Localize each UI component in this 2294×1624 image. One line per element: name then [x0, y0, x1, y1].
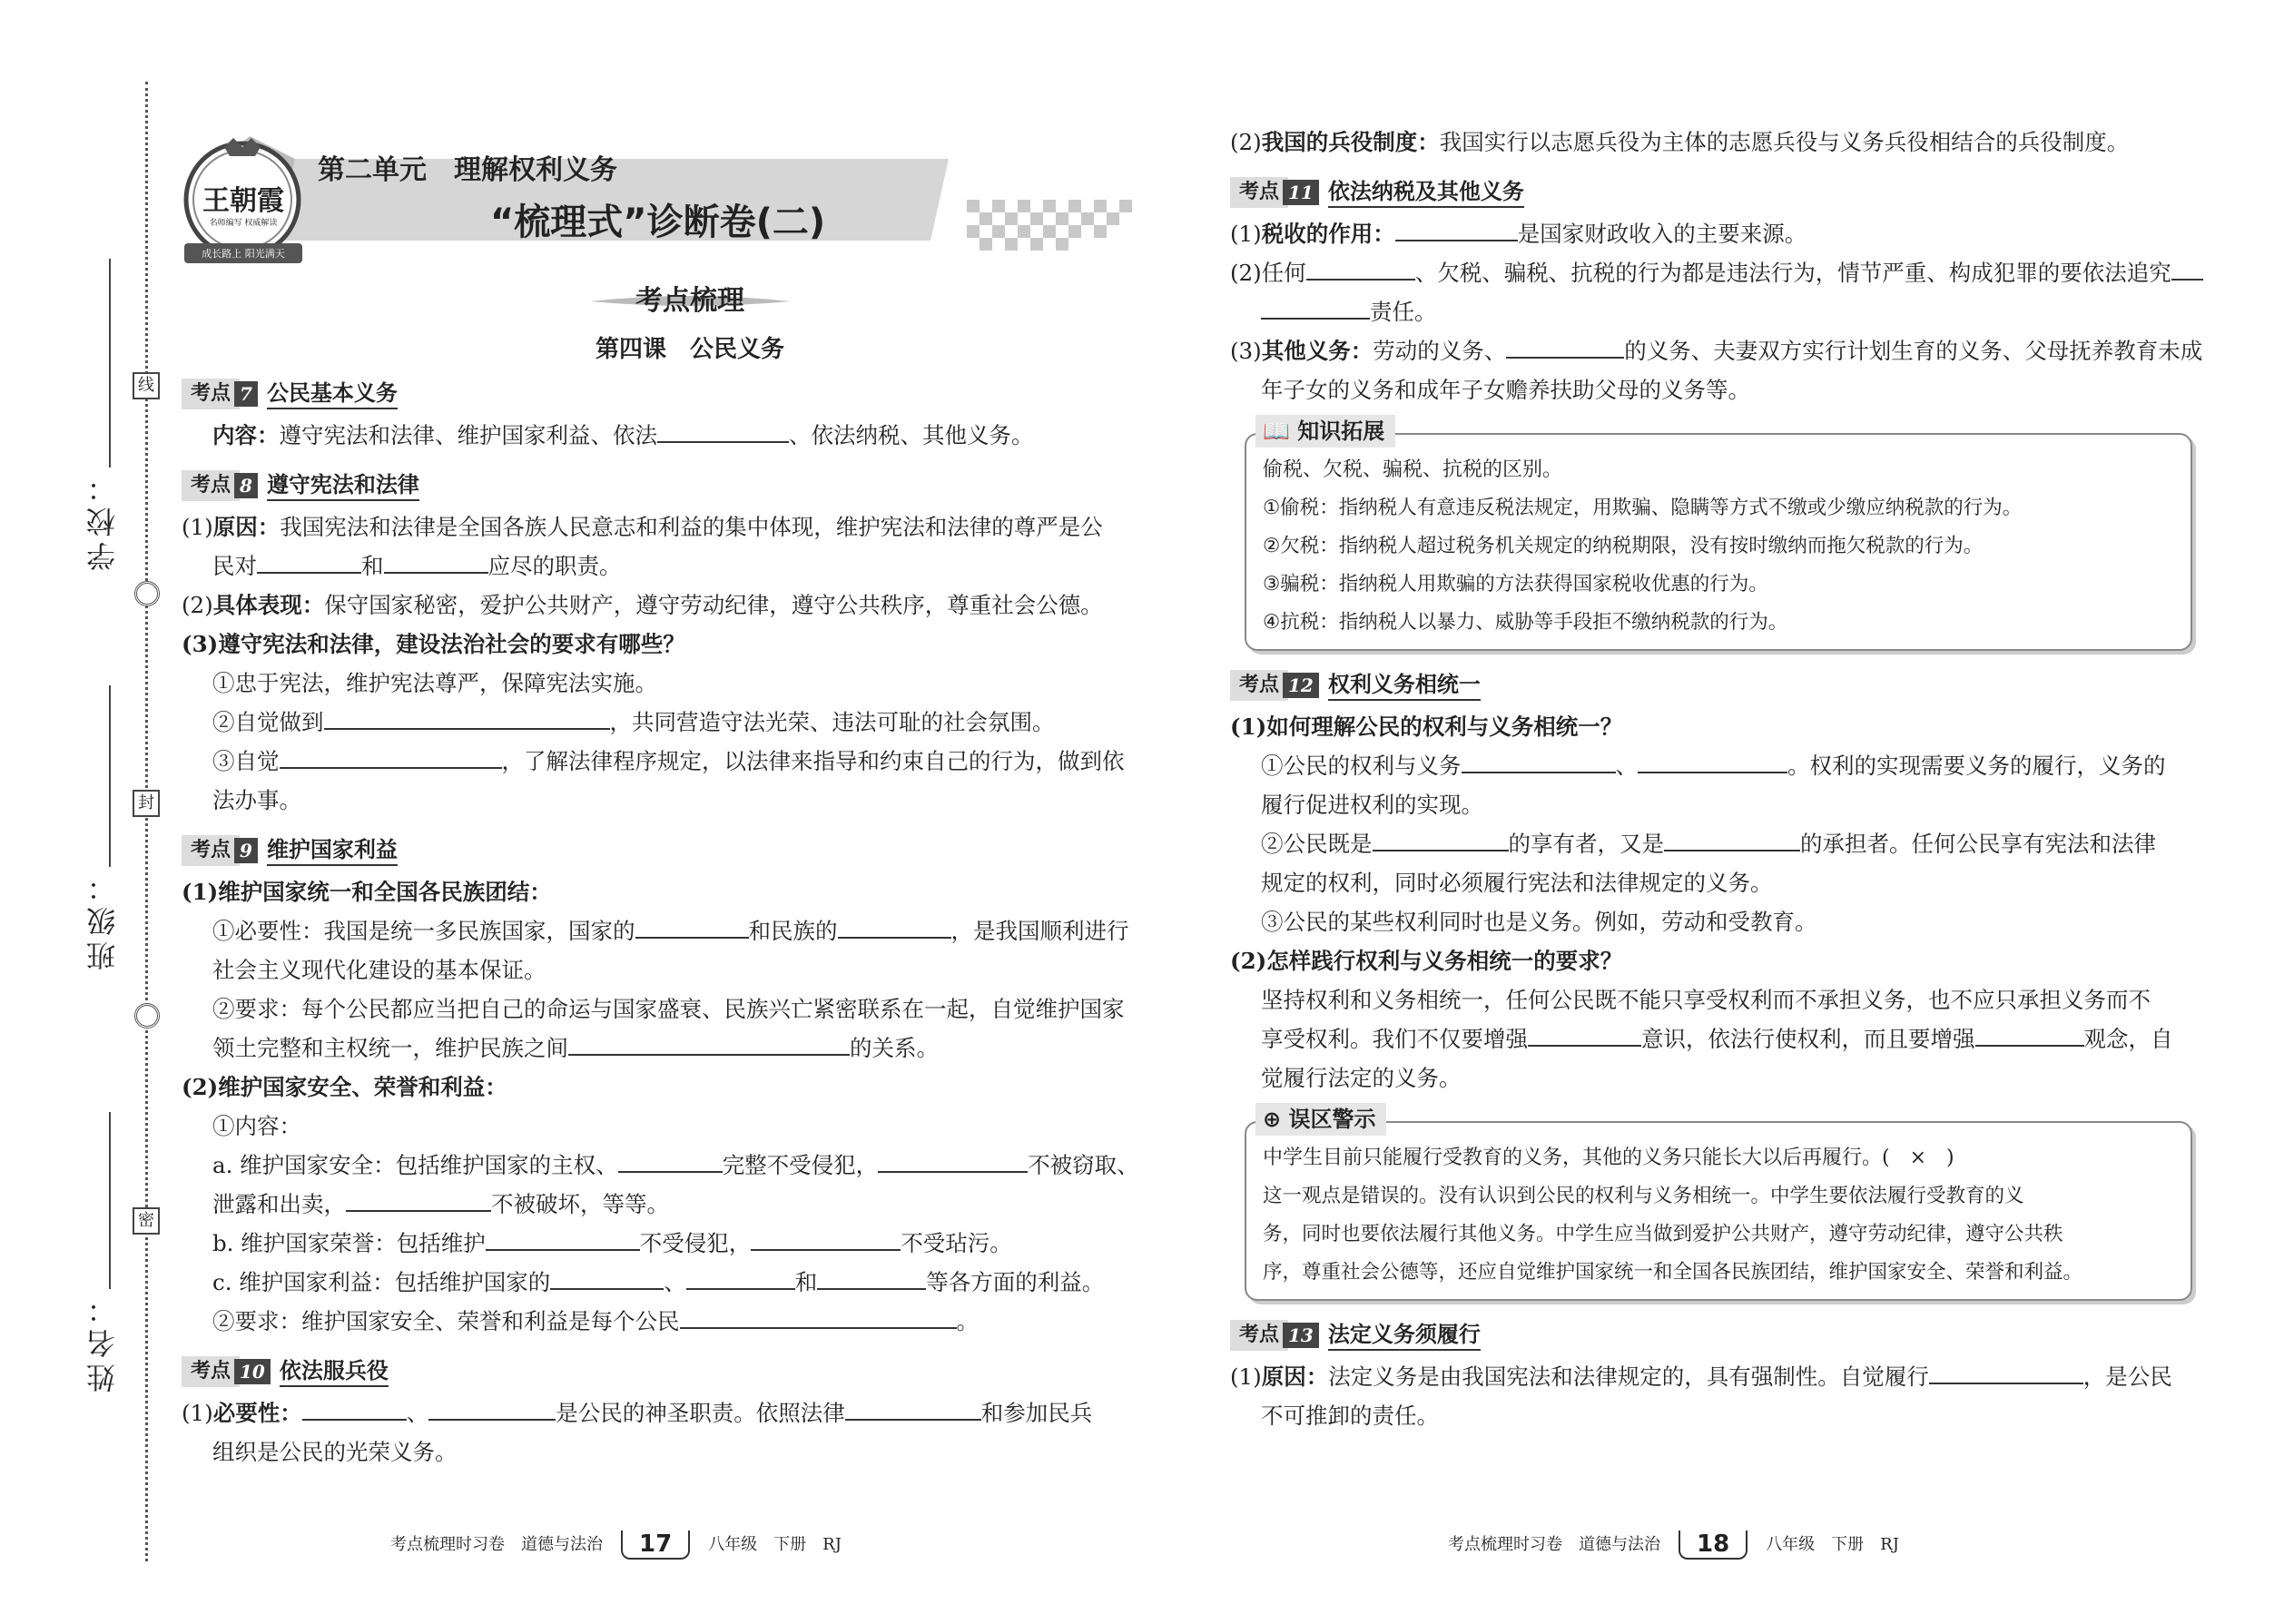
kaodian-7-heading	[182, 376, 1167, 412]
kaodian-number: 11	[1283, 180, 1319, 205]
footer-series: 考点梳理时习卷 道德与法治	[390, 1535, 603, 1554]
k12-item-2-cont: 规定的权利，同时必须履行宪法和法律规定的义务。	[1261, 870, 1773, 896]
kaodian-13-heading	[1230, 1317, 2220, 1353]
footer-series: 考点梳理时习卷 道德与法治	[1448, 1535, 1660, 1554]
k9-content-label: ①内容：	[212, 1113, 301, 1139]
name-line	[109, 1112, 111, 1289]
box1-item-2: ②欠税：指纳税人超过税务机关规定的纳税期限，没有按时缴纳而拖欠税款的行为。	[1263, 535, 1984, 557]
kaodian-title: 遵守宪法和法律	[267, 470, 419, 501]
kaodian-9-heading	[182, 832, 1167, 869]
fill-blank[interactable]	[280, 747, 502, 769]
kaodian-title: 权利义务相统一	[1328, 670, 1481, 701]
k9-requirement-cont: 领土完整和主权统一，维护民族之间 的关系。	[212, 1035, 939, 1061]
left-column	[182, 370, 1167, 1471]
kaodian-title: 法定义务须履行	[1328, 1320, 1481, 1351]
kaodian-number: 7	[234, 381, 258, 407]
box1-intro: 偷税、欠税、骗税、抗税的区别。	[1263, 458, 1563, 481]
cut-line	[145, 82, 148, 1561]
fill-blank[interactable]	[1638, 752, 1787, 773]
k8-item-2: ②自觉做到 ，共同营造守法光荣、违法可耻的社会氛围。	[212, 709, 1055, 735]
fill-blank[interactable]	[817, 1268, 926, 1290]
kaodian-11-heading	[1230, 174, 2220, 211]
k12-answer-cont: 享受权利。我们不仅要增强 意识，依法行使权利，而且要增强 观念，自	[1261, 1026, 2173, 1052]
k13-reason: (1)原因：法定义务是由我国宪法和法律规定的，具有强制性。自觉履行 ，是公民	[1230, 1363, 2172, 1390]
fill-blank[interactable]	[1929, 1363, 2083, 1384]
k9-honor: b. 维护国家荣誉：包括维护 不受侵犯， 不受玷污。	[212, 1230, 1012, 1256]
kaodian-tag: 考点	[1230, 670, 1288, 701]
misconception-title: ⊕ 误区警示	[1255, 1103, 1386, 1136]
fill-blank[interactable]	[1975, 1025, 2084, 1047]
school-line	[109, 259, 111, 468]
k12-item-2: ②公民既是 的享有者，又是 的承担者。任何公民享有宪法和法律	[1261, 831, 2156, 857]
logo-badge	[177, 136, 309, 268]
fill-blank[interactable]	[845, 1399, 981, 1421]
box1-item-1: ①偷税：指纳税人有意违反税法规定，用欺骗、隐瞒等方式不缴或少缴应纳税款的行为。	[1263, 497, 2023, 519]
fill-blank[interactable]	[878, 1151, 1028, 1173]
k11-tax-role: (1)税收的作用： 是国家财政收入的主要来源。	[1230, 221, 1807, 247]
k9-heading-2: (2)维护国家安全、荣誉和利益：	[182, 1074, 507, 1100]
k8-question: (3)遵守宪法和法律，建设法治社会的要求有哪些？	[182, 631, 685, 657]
page-number: 17	[621, 1530, 690, 1560]
footer-grade: 八年级 下册 RJ	[708, 1535, 842, 1554]
fill-blank[interactable]	[1306, 259, 1415, 281]
kaodian-10-heading	[182, 1353, 1167, 1390]
logo-text: 王朝霞	[202, 185, 284, 217]
kaodian-title: 依法服兵役	[280, 1356, 389, 1387]
military-system: (2)我国的兵役制度：我国实行以志愿兵役为主体的志愿兵役与义务兵役相结合的兵役制度。	[1230, 129, 2130, 155]
unit-title: 第二单元 理解权利义务	[318, 154, 617, 186]
k12-item-3: ③公民的某些权利同时也是义务。例如，劳动和受教育。	[1261, 909, 1817, 935]
k9-heading-1: (1)维护国家统一和全国各民族团结：	[182, 879, 552, 905]
name-label: 姓名：	[85, 1289, 120, 1393]
paper-title: “梳理式”诊断卷(二)	[490, 202, 826, 243]
box2-explain-1: 这一观点是错误的。没有认识到公民的权利与义务相统一。中学生要依法履行受教育的义	[1263, 1185, 2024, 1207]
page-number: 18	[1679, 1530, 1748, 1560]
footer-grade: 八年级 下册 RJ	[1766, 1535, 1899, 1554]
fill-blank[interactable]	[550, 1268, 664, 1290]
footer-right	[1448, 1530, 1899, 1560]
k12-question-2: (2)怎样践行权利与义务相统一的要求？	[1230, 948, 1623, 974]
kaodian-tag: 考点	[182, 470, 240, 501]
k12-question-1: (1)如何理解公民的权利与义务相统一？	[1230, 714, 1623, 740]
k8-behavior: (2)具体表现：保守国家秘密，爱护公共财产，遵守劳动纪律，遵守公共秩序，尊重社会公德。	[182, 592, 1103, 618]
fill-blank[interactable]	[1261, 298, 1370, 320]
fill-blank[interactable]	[1462, 752, 1616, 773]
seal-mark-seal: 封	[133, 790, 160, 817]
k11-tax-law: (2)任何 、欠税、骗税、抗税的行为都是违法行为，情节严重、构成犯罪的要依法追究	[1230, 253, 2220, 292]
k12-item-1-cont: 履行促进权利的实现。	[1261, 792, 1483, 818]
kaodian-tag: 考点	[182, 379, 240, 409]
k9-requirement: ②要求：每个公民都应当把自己的命运与国家盛衰、民族兴亡紧密联系在一起，自觉维护国家	[212, 996, 1125, 1022]
misconception-box	[1245, 1107, 2192, 1301]
k11-other-duties: (3)其他义务：劳动的义务、 的义务、夫妻双方实行计划生育的义务、父母抚养教育未成	[1230, 338, 2203, 364]
fill-blank[interactable]	[686, 1268, 795, 1290]
fill-blank[interactable]	[680, 1307, 957, 1329]
lesson-title: 第四课 公民义务	[595, 336, 784, 363]
target-icon: ⊕	[1263, 1107, 1289, 1132]
fill-blank[interactable]	[257, 552, 361, 574]
fill-blank[interactable]	[751, 1229, 901, 1251]
k9-interest: c. 维护国家利益：包括维护国家的 、 和 等各方面的利益。	[212, 1269, 1105, 1295]
kaodian-number: 13	[1283, 1323, 1319, 1348]
box2-explain-2: 务，同时也要依法履行其他义务。中学生应当做到爱护公共财产，遵守劳动纪律，遵守公共秩	[1263, 1223, 2063, 1245]
fill-blank[interactable]	[635, 917, 749, 939]
k13-reason-cont: 不可推卸的责任。	[1261, 1403, 1439, 1429]
fill-blank[interactable]	[428, 1399, 556, 1421]
k8-reason-cont: 民对 和 应尽的职责。	[212, 553, 622, 579]
kaodian-tag: 考点	[182, 1356, 240, 1387]
k8-item-3-cont: 法办事。	[212, 787, 301, 813]
fill-blank[interactable]	[568, 1034, 850, 1056]
k9-necessity-cont: 社会主义现代化建设的基本保证。	[212, 957, 546, 983]
fill-blank[interactable]	[346, 1190, 491, 1212]
gear-icon	[134, 1003, 160, 1029]
k8-reason: (1)原因：我国宪法和法律是全国各族人民意志和利益的集中体现，维护宪法和法律的尊严是公	[182, 514, 1103, 540]
kaodian-title: 维护国家利益	[267, 835, 398, 866]
section-title: 考点梳理	[635, 285, 744, 317]
fill-blank[interactable]	[324, 708, 610, 730]
k10-necessity: (1)必要性： 、 是公民的神圣职责。依照法律 和参加民兵	[182, 1400, 1093, 1426]
fill-blank[interactable]	[838, 917, 951, 939]
k12-item-1: ①公民的权利与义务 、 。权利的实现需要义务的履行，义务的	[1261, 753, 2166, 779]
k11-other-duties-cont: 年子女的义务和成年子女赡养扶助父母的义务等。	[1261, 377, 1750, 403]
box1-item-4: ④抗税：指纳税人以暴力、威胁等手段拒不缴纳税款的行为。	[1263, 611, 1788, 634]
seal-mark-line: 线	[133, 372, 160, 399]
footer-left	[390, 1530, 842, 1560]
kaodian-number: 8	[234, 473, 258, 498]
k10-necessity-cont: 组织是公民的光荣义务。	[212, 1439, 458, 1465]
fill-blank[interactable]	[486, 1229, 640, 1251]
section-heading	[599, 278, 781, 318]
k8-item-1: ①忠于宪法，维护宪法尊严，保障宪法实施。	[212, 670, 657, 696]
kaodian-tag: 考点	[1230, 177, 1288, 208]
school-label: 学校：	[85, 468, 120, 571]
fill-blank[interactable]	[2171, 259, 2203, 281]
kaodian-12-heading	[1230, 667, 2220, 704]
fill-blank[interactable]	[1528, 1025, 1641, 1047]
knowledge-extension-title: 📖 知识拓展	[1255, 415, 1395, 448]
page-header	[168, 127, 1157, 281]
k9-requirement-2: ②要求：维护国家安全、荣誉和利益是每个公民 。	[212, 1308, 979, 1334]
k11-tax-law-cont: 责任。	[1230, 292, 2220, 331]
fill-blank[interactable]	[1506, 337, 1624, 359]
kaodian-title: 依法纳税及其他义务	[1328, 177, 1524, 208]
gear-icon	[134, 581, 160, 606]
kaodian-number: 9	[234, 838, 258, 863]
right-column	[1230, 123, 2220, 1435]
fill-blank[interactable]	[1395, 220, 1518, 241]
box2-explain-3: 序，尊重社会公德等，还应自觉维护国家统一和全国各民族团结，维护国家安全、荣誉和利益。	[1263, 1261, 2083, 1284]
k8-item-3: ③自觉 ，了解法律程序规定，以法律来指导和约束自己的行为，做到依	[212, 748, 1125, 774]
seal-mark-secret: 密	[133, 1207, 160, 1235]
kaodian-8-heading	[182, 468, 1167, 504]
k9-security-cont: 泄露和出卖， 不被破坏，等等。	[212, 1191, 669, 1217]
box2-statement: 中学生目前只能履行受教育的义务，其他的义务只能长大以后再履行。( × )	[1263, 1147, 1954, 1169]
kaodian-tag: 考点	[1230, 1320, 1288, 1351]
fill-blank[interactable]	[1373, 830, 1509, 851]
k9-necessity: ①必要性：我国是统一多民族国家，国家的 和民族的 ，是我国顺利进行	[212, 918, 1129, 944]
knowledge-extension-box	[1245, 418, 2192, 651]
class-label: 班级：	[85, 867, 120, 970]
kaodian-number: 12	[1283, 673, 1319, 698]
kaodian-number: 10	[234, 1359, 271, 1384]
fill-blank[interactable]	[618, 1151, 723, 1173]
book-icon: 📖	[1263, 418, 1298, 444]
kaodian-title: 公民基本义务	[267, 379, 398, 409]
box1-item-3: ③骗税：指纳税人用欺骗的方法获得国家税收优惠的行为。	[1263, 573, 1768, 595]
fill-blank[interactable]	[302, 1399, 407, 1421]
logo-subtitle: 名师编写 权威解读	[209, 219, 278, 228]
fill-blank[interactable]	[657, 421, 789, 443]
k12-answer: 坚持权利和义务相统一，任何公民既不能只享受权利而不承担义务，也不应只承担义务而不	[1261, 987, 2151, 1013]
class-line	[109, 685, 111, 867]
binding-margin	[0, 0, 182, 1624]
k9-security: a. 维护国家安全：包括维护国家的主权、 完整不受侵犯， 不被窃取、	[212, 1152, 1139, 1178]
fill-blank[interactable]	[1664, 830, 1800, 851]
k12-answer-end: 觉履行法定的义务。	[1261, 1065, 1462, 1091]
logo-ribbon: 成长路上 阳光满天	[202, 248, 285, 260]
k7-content: 内容：遵守宪法和法律、维护国家利益、依法 、依法纳税、其他义务。	[212, 422, 1034, 448]
fill-blank[interactable]	[384, 552, 488, 574]
kaodian-tag: 考点	[182, 835, 240, 866]
